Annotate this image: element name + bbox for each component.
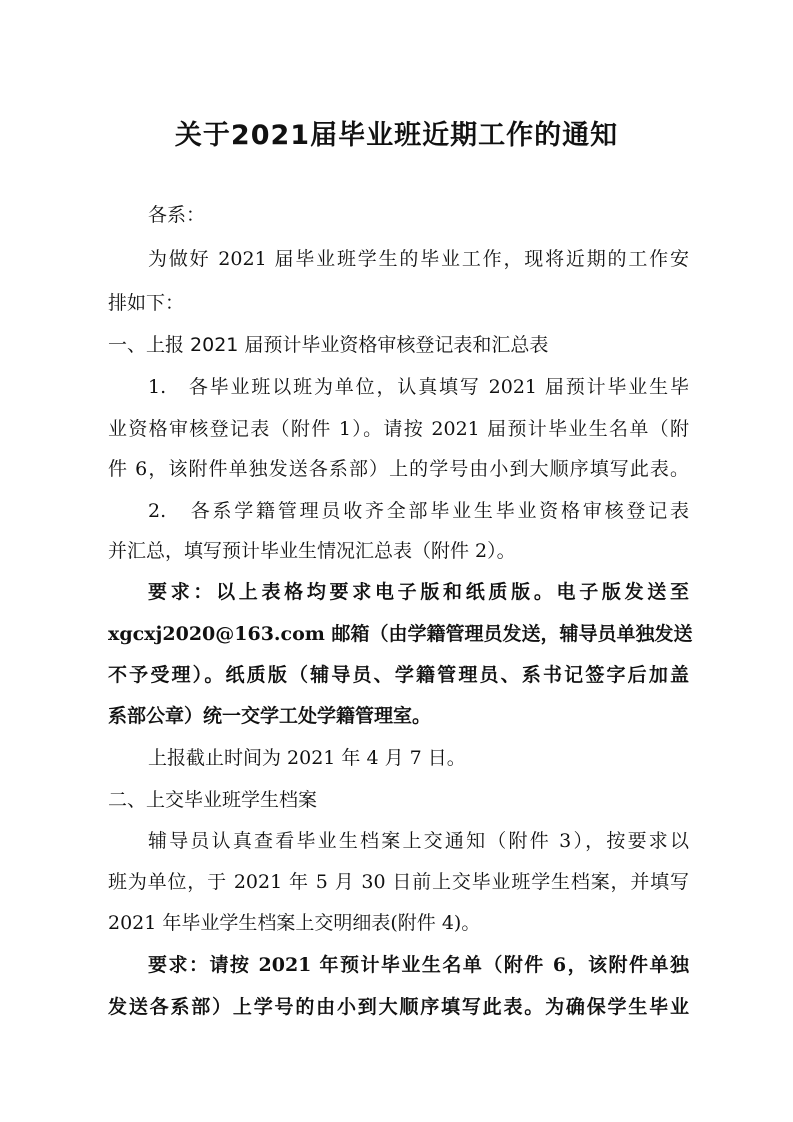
- section1-requirement-line-1: 要求：以上表格均要求电子版和纸质版。电子版发送至: [148, 581, 689, 603]
- section2-requirement-line-1: 要求：请按 2021 年预计毕业生名单（附件 6，该附件单独: [148, 954, 689, 976]
- salutation: 各系：: [148, 204, 206, 226]
- section1-requirement-line-2: xgcxj2020@163.com 邮箱（由学籍管理员发送，辅导员单独发送: [108, 623, 693, 645]
- section1-heading: 一、上报 2021 届预计毕业资格审核登记表和汇总表: [108, 334, 549, 356]
- section1-requirement-line-4: 系部公章）统一交学工处学籍管理室。: [108, 705, 432, 727]
- section1-item1-line-3: 件 6，该附件单独发送各系部）上的学号由小到大顺序填写此表。: [108, 458, 689, 480]
- document-title: 关于2021届毕业班近期工作的通知: [174, 120, 619, 151]
- section1-item1-line-1: 1. 各毕业班以班为单位，认真填写 2021 届预计毕业生毕: [148, 376, 689, 398]
- intro-line-2: 排如下：: [108, 292, 185, 314]
- section1-item2-line-2: 并汇总，填写预计毕业生情况汇总表（附件 2）。: [108, 540, 516, 562]
- section2-body-line-2: 班为单位，于 2021 年 5 月 30 日前上交毕业班学生档案，并填写: [108, 871, 689, 893]
- section1-item2-line-1: 2. 各系学籍管理员收齐全部毕业生毕业资格审核登记表: [148, 500, 689, 522]
- section2-body-line-1: 辅导员认真查看毕业生档案上交通知（附件 3），按要求以: [148, 830, 689, 852]
- section1-deadline: 上报截止时间为 2021 年 4 月 7 日。: [148, 747, 466, 769]
- section1-requirement-line-3: 不予受理）。纸质版（辅导员、学籍管理员、系书记签字后加盖: [108, 664, 689, 686]
- section2-requirement-line-2: 发送各系部）上学号的由小到大顺序填写此表。为确保学生毕业: [108, 996, 689, 1018]
- intro-line-1: 为做好 2021 届毕业班学生的毕业工作，现将近期的工作安: [148, 248, 689, 270]
- section2-heading: 二、上交毕业班学生档案: [108, 789, 318, 811]
- section1-item1-line-2: 业资格审核登记表（附件 1）。请按 2021 届预计毕业生名单（附: [108, 418, 689, 440]
- section2-body-line-3: 2021 年毕业学生档案上交明细表(附件 4)。: [108, 912, 481, 934]
